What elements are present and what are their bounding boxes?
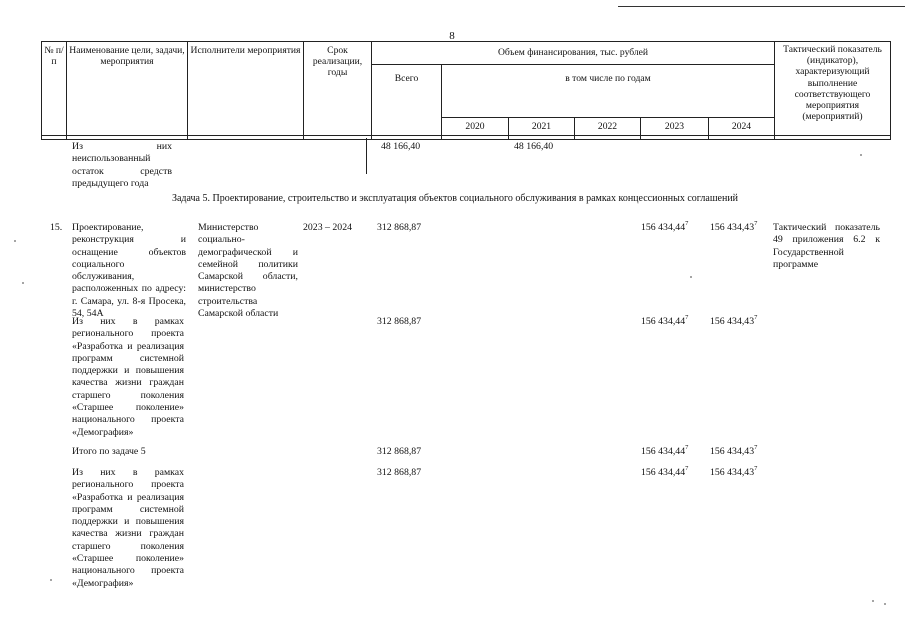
unused-total: 48 166,40	[381, 141, 421, 152]
row15-2023: 156 434,44$^7$	[641, 219, 689, 233]
header-year-2020: 2020	[442, 118, 509, 136]
row15-num: 15.	[50, 222, 63, 233]
header-year-2021: 2021	[509, 118, 575, 136]
scan-speck	[22, 282, 24, 284]
header-year-2023: 2023	[641, 118, 709, 136]
scan-speck	[50, 579, 52, 581]
header-year-2022: 2022	[575, 118, 641, 136]
table-header	[41, 41, 891, 140]
row15-2024: 156 434,43$^7$	[710, 219, 758, 233]
national2-label: Из них в рамках регионального проекта «Разработка и реализация программ системной поддержки и повышения качества жизни граждан старшего поколения «Старшее поколение» национального проекта «Демография»	[72, 467, 184, 589]
total5-2024: 156 434,43$^7$	[710, 443, 758, 457]
header-volume: Объем финансирования, тыс. рублей	[372, 42, 775, 65]
national2-total: 312 868,87	[377, 467, 422, 478]
row15-executors: Министерство социально-демографической и семейной политики Самарской области, министерство строительства Самарской области	[198, 222, 298, 320]
total5-label: Итого по задаче 5	[72, 446, 146, 457]
header-total: Всего	[372, 65, 442, 136]
scan-speck	[860, 154, 862, 156]
national2-2023: 156 434,44$^7$	[641, 464, 689, 478]
row15-term: 2023 – 2024	[303, 222, 352, 233]
header-name: Наименование цели, задачи, мероприятия	[67, 42, 188, 136]
total5-total: 312 868,87	[377, 446, 422, 457]
scan-speck	[872, 600, 874, 602]
page-number: 8	[449, 30, 455, 42]
task5-title: Задача 5. Проектирование, строительство и эксплуатация объектов социального обслуживания в рамках концессионных соглашений	[171, 193, 739, 204]
header-by-years: в том числе по годам	[442, 65, 775, 118]
national1-2024: 156 434,43$^7$	[710, 313, 758, 327]
national2-2024: 156 434,43$^7$	[710, 464, 758, 478]
header-year-2024: 2024	[709, 118, 775, 136]
row15-indicator: Тактический показатель 49 приложения 6.2 к Государственной программе	[773, 222, 880, 270]
row15-name: Проектирование, реконструкция и оснащение объектов социального обслуживания, расположенных по адресу: г. Самара, ул. 8-я Просека, 54, 54А	[72, 222, 186, 320]
scan-speck	[690, 276, 692, 278]
row15-total: 312 868,87	[377, 222, 422, 233]
top-rule	[618, 6, 905, 7]
scan-speck	[884, 603, 886, 605]
scan-speck	[14, 240, 16, 242]
column-rule	[366, 138, 367, 174]
national1-label: Из них в рамках регионального проекта «Разработка и реализация программ системной поддержки и повышения качества жизни граждан старшего поколения «Старшее поколение» национального проекта «Демография»	[72, 316, 184, 438]
total5-2023: 156 434,44$^7$	[641, 443, 689, 457]
header-term: Срок реализации, годы	[304, 42, 372, 136]
header-num: № п/п	[42, 42, 67, 136]
header-executors: Исполнители мероприятия	[188, 42, 304, 136]
national1-2023: 156 434,44$^7$	[641, 313, 689, 327]
national1-total: 312 868,87	[377, 316, 422, 327]
header-indicator: Тактический показатель (индикатор), характеризующий выполнение соответствующего мероприятия (мероприятий)	[775, 42, 891, 136]
unused-2021: 48 166,40	[514, 141, 554, 152]
unused-label: Из них неиспользованный остаток средств предыдущего года	[72, 141, 172, 189]
